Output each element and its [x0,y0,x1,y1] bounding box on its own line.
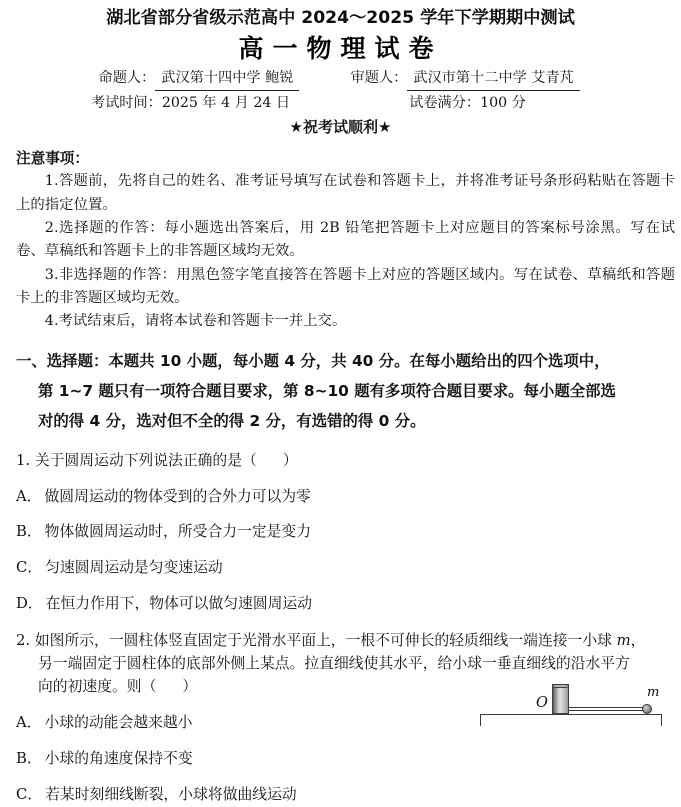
section-heading-line-1: 一、选择题：本题共 10 小题，每小题 4 分，共 40 分。在每小题给出的四个选项中， [16,351,610,370]
question-2-stem-line-1: 如图所示，一圆柱体竖直固定于光滑水平面上，一根不可伸长的轻质细线一端连接一小球 [34,632,617,650]
section-heading-line-3: 对的得 4 分，选对但不全的得 2 分，有选错的得 0 分。 [38,411,426,430]
option-label-a: A． [16,487,42,505]
option-label-a: A． [16,714,42,732]
question-2-stem-line-2: 另一端固定于圆柱体的底部外侧上某点。拉直细线使其水平，给小球一垂直细线的沿水平方 [38,655,630,673]
section-heading [16,346,673,436]
ground-right-tick-icon [661,714,662,726]
notice-item-2: 2.选择题的作答：每小题选出答案后，用 2B 铅笔把答题卡上对应题目的答案标号涂黑。写在试卷、草稿纸和答题卡上的非答题区域均无效。 [16,219,675,260]
option-text-c: 匀速圆周运动是匀变速运动 [45,559,223,577]
question-1-stem-text: 关于圆周运动下列说法正确的是（ [34,451,257,469]
notice-item-4: 4.考试结束后，请将本试卷和答题卡一并上交。 [44,313,347,330]
question-2-option-c[interactable] [16,784,673,807]
question-2-stem-line-1-end: ， [630,632,646,650]
notice-item-3: 3.非选择题的作答：用黑色签字笔直接答在答题卡上对应的答题区域内。写在试卷、草稿纸和答题卡上的非答题区域均无效。 [16,266,675,306]
option-label-c: C． [16,785,43,803]
page-title: 高一物理试卷 [238,33,443,63]
option-label-b: B． [16,749,42,767]
question-2-number: 2. [16,632,31,650]
question-2-stem-line-3-end: ） [182,678,198,696]
author-row [0,69,681,91]
page-header-school-line: 湖北省部分省级示范高中 2024～2025 学年下学期期中测试 [106,8,575,28]
option-label-b: B． [16,523,42,541]
question-1-option-a[interactable] [16,486,673,509]
exam-time: 考试时间：2025 年 4 月 24 日 [90,94,291,111]
reviewer-label: 审题人： [350,70,408,86]
option-text-b: 物体做圆周运动时，所受合力一定是变力 [44,523,312,541]
option-text-a: 小球的动能会越来越小 [44,714,193,732]
notice-title: 注意事项： [16,150,89,168]
question-2-option-b[interactable] [16,748,673,771]
question-1-option-b[interactable] [16,521,673,544]
ground-line-icon [480,714,662,715]
option-label-d: D． [16,595,43,613]
question-1-stem-end: ） [282,451,298,469]
figure-label-o: O [536,695,548,711]
cylinder-icon [552,684,569,714]
question-1-option-d[interactable] [16,593,673,616]
wish-line: ★祝考试顺利★ [289,117,392,136]
question-1-stem [16,450,673,473]
full-marks: 试卷满分：100 分 [409,94,526,111]
ball-icon [642,704,652,714]
question-1-option-c[interactable] [16,557,673,580]
option-label-c: C． [16,559,43,577]
question-2-stem-line-3-text: 向的初速度。则（ [38,678,157,696]
option-text-c: 若某时刻细线断裂，小球将做曲线运动 [45,785,297,803]
exam-meta-row [0,94,681,114]
question-2-figure [472,676,672,732]
setter-label: 命题人： [98,70,156,86]
option-text-b: 小球的角速度保持不变 [44,749,193,767]
string-icon [568,707,645,711]
question-1 [16,450,673,617]
notice-item-1: 1.答题前，先将自己的姓名、准考证号填写在试卷和答题卡上，并将准考证号条形码粘贴在答题卡上的指定位置。 [16,173,675,213]
setter-value: 武汉第十四中学 鲍锐 [155,69,299,91]
option-text-a: 做圆周运动的物体受到的合外力可以为零 [44,487,311,505]
question-1-number: 1. [16,451,31,469]
option-text-d: 在恒力作用下，物体可以做匀速圆周运动 [45,595,313,613]
ground-left-tick-icon [480,714,481,726]
reviewer-value: 武汉市第十二中学 艾青芃 [407,69,580,91]
setter-cell [31,69,331,91]
section-heading-line-2: 第 1~7 题只有一项符合题目要求，第 8~10 题有多项符合题目要求。每小题全部选 [38,381,616,400]
reviewer-cell [331,69,651,91]
figure-label-m: m [647,685,660,700]
question-2-symbol-m: m [616,632,631,650]
cylinder-top-ellipse-icon [552,684,569,688]
